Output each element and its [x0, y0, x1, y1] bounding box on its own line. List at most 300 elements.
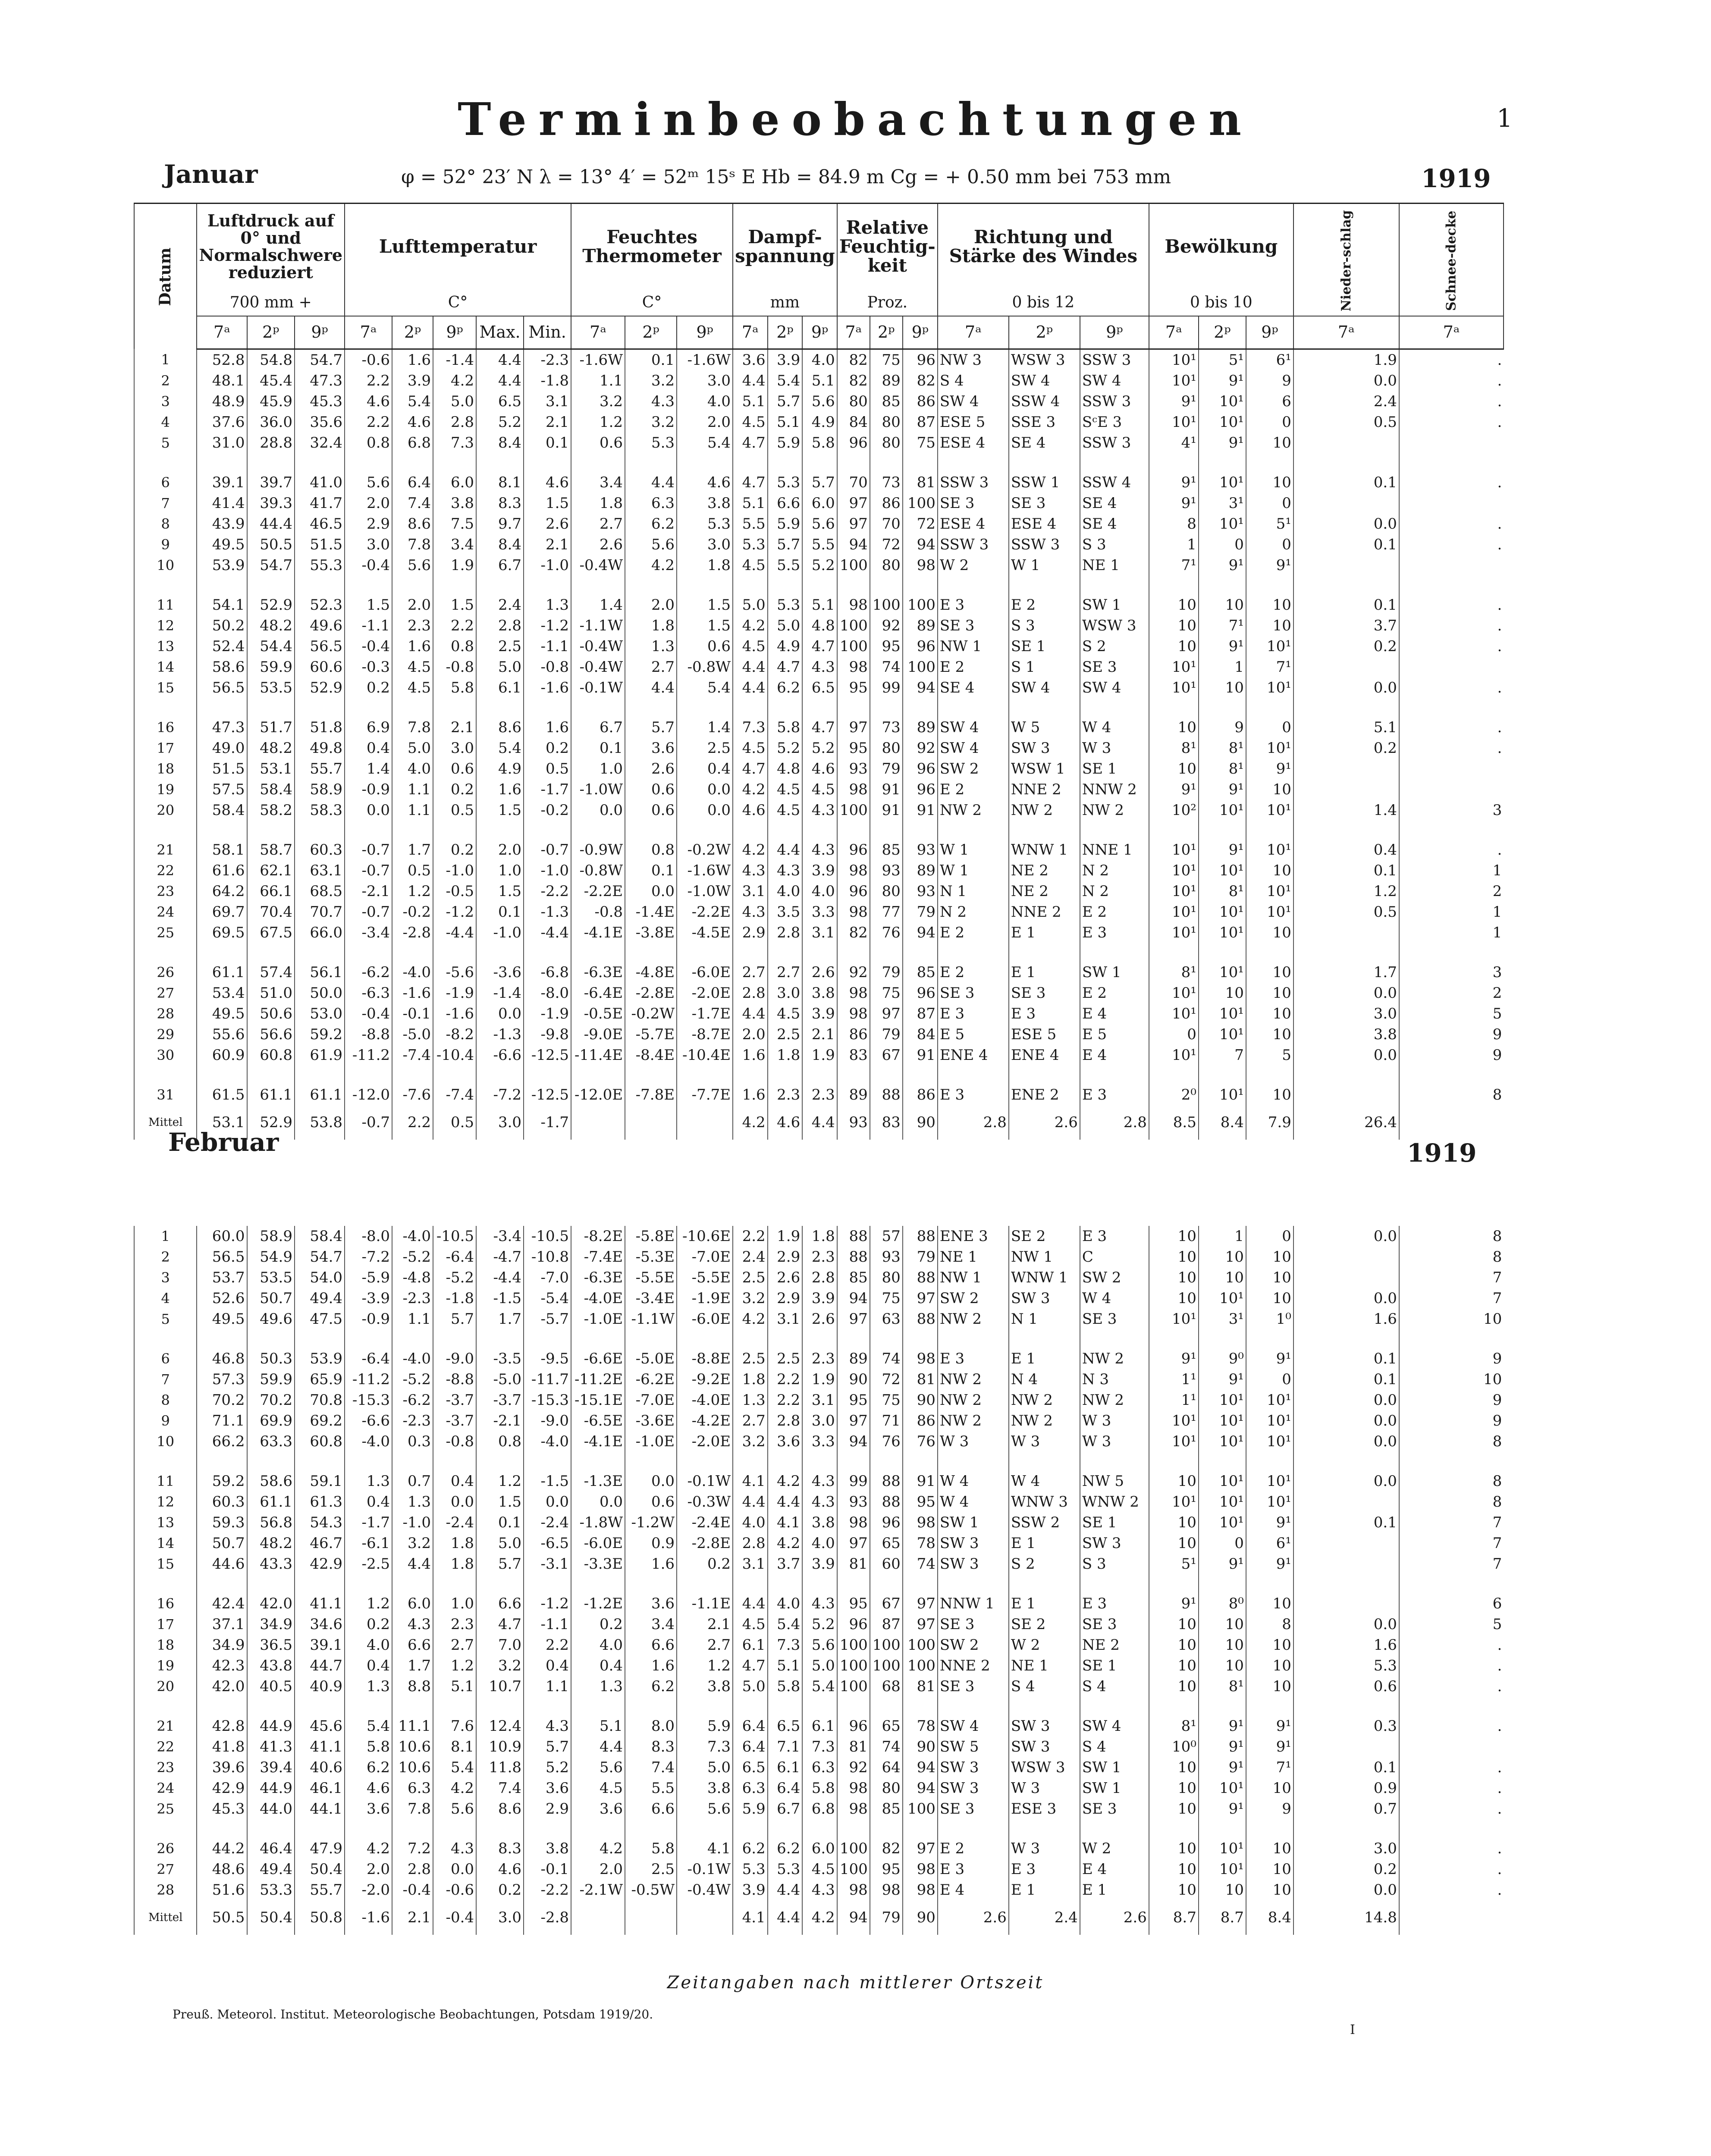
value-cell: 9	[1199, 717, 1246, 738]
value-cell: 10¹	[1199, 1084, 1246, 1105]
value-cell: 50.5	[247, 534, 295, 555]
value-cell: 65.9	[295, 1369, 345, 1390]
value-cell: 3.0	[677, 534, 733, 555]
value-cell: -4.4	[476, 1267, 524, 1288]
value-cell: NW 2	[1009, 800, 1080, 821]
value-cell: 10	[1246, 1778, 1293, 1799]
gap-cell	[433, 576, 476, 595]
value-cell: -6.2	[345, 962, 392, 983]
value-cell: 3.4	[571, 472, 625, 493]
term-max: Max.	[476, 316, 524, 349]
value-cell: 97	[870, 1003, 903, 1024]
value-cell: ESE 5	[1009, 1024, 1080, 1045]
value-cell: 5.2	[802, 555, 837, 576]
value-cell: 2.2	[768, 1369, 803, 1390]
mean-cell: 2.2	[392, 1105, 433, 1140]
value-cell: 42.4	[197, 1593, 247, 1614]
value-cell: 7	[1399, 1533, 1504, 1554]
value-cell: 2.7	[433, 1635, 476, 1655]
value-cell: 45.4	[247, 370, 295, 391]
value-cell: 2.2	[768, 1390, 803, 1410]
gap-cell	[625, 698, 677, 717]
value-cell: 82	[903, 370, 938, 391]
value-cell: 42.3	[197, 1655, 247, 1676]
gap-cell	[903, 698, 938, 717]
gap-cell	[1399, 821, 1504, 840]
value-cell: 7	[1399, 1288, 1504, 1309]
value-cell: -5.7E	[625, 1024, 677, 1045]
value-cell: 7.8	[392, 1799, 433, 1819]
gap-cell	[392, 1329, 433, 1348]
value-cell: 89	[903, 615, 938, 636]
value-cell: 97	[837, 1533, 870, 1554]
value-cell: 65	[870, 1716, 903, 1736]
value-cell: .	[1399, 412, 1504, 432]
value-cell: 100	[837, 1676, 870, 1697]
value-cell: 2.8	[476, 615, 524, 636]
gap-cell	[1149, 1819, 1199, 1838]
value-cell: 2⁰	[1149, 1084, 1199, 1105]
value-cell: 6¹	[1246, 349, 1293, 370]
value-cell: 4.0	[802, 881, 837, 902]
value-cell: 91	[903, 800, 938, 821]
gap-cell	[1293, 1819, 1399, 1838]
day-cell: 8	[134, 514, 197, 534]
value-cell: 34.9	[197, 1635, 247, 1655]
value-cell: 4.3	[802, 840, 837, 860]
value-cell: 10	[1246, 1288, 1293, 1309]
value-cell: SSW 3	[938, 472, 1009, 493]
value-cell: 55.6	[197, 1024, 247, 1045]
value-cell: 1.8	[677, 555, 733, 576]
value-cell: -0.7	[345, 860, 392, 881]
value-cell: SW 4	[1080, 677, 1149, 698]
value-cell: 8¹	[1199, 758, 1246, 779]
value-cell: 8.3	[476, 1838, 524, 1859]
value-cell: 9¹	[1199, 1757, 1246, 1778]
value-cell: 6.9	[345, 717, 392, 738]
value-cell: 1.9	[1293, 349, 1399, 370]
value-cell	[1293, 1593, 1399, 1614]
value-cell: -0.2	[392, 902, 433, 922]
value-cell: 47.3	[295, 370, 345, 391]
value-cell: 9¹	[1199, 370, 1246, 391]
value-cell: 10	[1246, 1003, 1293, 1024]
gap-cell	[392, 943, 433, 962]
gap-cell	[1080, 1574, 1149, 1593]
value-cell: 3.9	[802, 1554, 837, 1574]
value-cell: 8	[1399, 1431, 1504, 1452]
gap-cell	[571, 698, 625, 717]
value-cell: 1.8	[768, 1045, 803, 1065]
february-row	[134, 1593, 1504, 1614]
gap-cell	[197, 1819, 247, 1838]
header-bewolkung: Bewölkung	[1149, 204, 1293, 290]
value-cell: 6.7	[571, 717, 625, 738]
value-cell: 69.2	[295, 1410, 345, 1431]
value-cell: 3.9	[802, 1288, 837, 1309]
value-cell: 4.4	[733, 1492, 768, 1512]
value-cell: 58.9	[247, 1226, 295, 1247]
value-cell: SW 4	[938, 1716, 1009, 1736]
value-cell: W 4	[938, 1492, 1009, 1512]
value-cell: 1.6	[476, 779, 524, 800]
mean-cell: 2.6	[1009, 1105, 1080, 1140]
value-cell: 10¹	[1246, 738, 1293, 758]
gap-cell	[1293, 576, 1399, 595]
february-row	[134, 1309, 1504, 1329]
value-cell: 100	[837, 1838, 870, 1859]
value-cell: 95	[870, 1859, 903, 1880]
value-cell: E 5	[1080, 1024, 1149, 1045]
value-cell: 3.0	[768, 983, 803, 1003]
gap-cell	[677, 1697, 733, 1716]
value-cell: 36.0	[247, 412, 295, 432]
value-cell: -3.6	[476, 962, 524, 983]
value-cell: NW 2	[1080, 1390, 1149, 1410]
value-cell: 1.5	[677, 615, 733, 636]
value-cell	[1293, 1492, 1399, 1512]
term-7a: 7ᵃ	[1293, 316, 1399, 349]
value-cell: 1.7	[392, 840, 433, 860]
value-cell: 0.0	[625, 1471, 677, 1492]
value-cell: 4.6	[476, 1859, 524, 1880]
value-cell: 1.0	[476, 860, 524, 881]
value-cell: 0.2	[433, 840, 476, 860]
january-row	[134, 902, 1504, 922]
value-cell: -1.0	[524, 555, 571, 576]
value-cell: 73	[870, 472, 903, 493]
value-cell: 10¹	[1199, 860, 1246, 881]
value-cell: 45.9	[247, 391, 295, 412]
value-cell: -1.9	[524, 1003, 571, 1024]
gap-cell	[345, 576, 392, 595]
value-cell: 3.0	[1293, 1003, 1399, 1024]
value-cell: 2.3	[768, 1084, 803, 1105]
value-cell: -3.8E	[625, 922, 677, 943]
value-cell: 49.5	[197, 1309, 247, 1329]
day-cell: 22	[134, 1736, 197, 1757]
header-luftdruck: Luftdruck auf 0° und Normalschwere reduziert	[197, 204, 345, 290]
value-cell: 1.3	[524, 595, 571, 615]
value-cell: 3.6	[524, 1778, 571, 1799]
value-cell: 60.9	[197, 1045, 247, 1065]
value-cell: 89	[870, 370, 903, 391]
value-cell: 3	[1399, 962, 1504, 983]
value-cell: -2.2E	[571, 881, 625, 902]
value-cell: 53.0	[295, 1003, 345, 1024]
value-cell: .	[1399, 1757, 1504, 1778]
value-cell: 0.6	[571, 432, 625, 453]
value-cell: 4.7	[733, 472, 768, 493]
value-cell: 39.4	[247, 1757, 295, 1778]
value-cell: -9.2E	[677, 1369, 733, 1390]
value-cell: 75	[903, 432, 938, 453]
gap-cell	[802, 1065, 837, 1084]
february-row	[134, 1533, 1504, 1554]
gap-cell	[392, 1819, 433, 1838]
day-cell: 21	[134, 1716, 197, 1736]
value-cell: 98	[837, 595, 870, 615]
day-cell: 27	[134, 983, 197, 1003]
value-cell: 2.8	[733, 1533, 768, 1554]
mean-label: Mittel	[134, 1105, 197, 1140]
value-cell	[1399, 493, 1504, 514]
term-7a: 7ᵃ	[1399, 316, 1504, 349]
value-cell: 100	[903, 657, 938, 677]
value-cell: 0.2	[524, 738, 571, 758]
value-cell: 69.7	[197, 902, 247, 922]
term-7a: 7ᵃ	[197, 316, 247, 349]
value-cell: SE 3	[1080, 1614, 1149, 1635]
gap-cell	[571, 453, 625, 472]
value-cell: 59.2	[295, 1024, 345, 1045]
value-cell: 0.2	[1293, 738, 1399, 758]
value-cell: W 3	[1009, 1838, 1080, 1859]
gap-cell	[197, 453, 247, 472]
value-cell: 10²	[1149, 800, 1199, 821]
value-cell: -11.2	[345, 1045, 392, 1065]
day-cell: 4	[134, 1288, 197, 1309]
gap-cell	[1149, 821, 1199, 840]
value-cell: 0.1	[1293, 1369, 1399, 1390]
value-cell	[1399, 1736, 1504, 1757]
value-cell: 4.3	[802, 800, 837, 821]
gap-cell	[870, 1574, 903, 1593]
value-cell: -9.0	[524, 1410, 571, 1431]
mean-cell: 2.6	[1080, 1900, 1149, 1935]
term-7a: 7ᵃ	[345, 316, 392, 349]
gap-cell	[1199, 1574, 1246, 1593]
value-cell: 37.1	[197, 1614, 247, 1635]
value-cell: NE 2	[1080, 1635, 1149, 1655]
mean-cell: 8.5	[1149, 1105, 1199, 1140]
mean-cell: 90	[903, 1900, 938, 1935]
gap-cell	[1080, 1065, 1149, 1084]
gap-cell	[1199, 1452, 1246, 1471]
value-cell: S 4	[938, 370, 1009, 391]
value-cell: SW 3	[1009, 1716, 1080, 1736]
value-cell: 7.0	[476, 1635, 524, 1655]
value-cell: -1.5	[476, 1288, 524, 1309]
value-cell: SW 4	[1009, 677, 1080, 698]
value-cell: NNE 2	[1009, 779, 1080, 800]
value-cell: 1.9	[433, 555, 476, 576]
gap-cell	[1080, 1329, 1149, 1348]
value-cell: SW 4	[938, 717, 1009, 738]
value-cell: 5.9	[768, 432, 803, 453]
value-cell: SSW 3	[938, 534, 1009, 555]
value-cell: 1.1	[571, 370, 625, 391]
value-cell: 4.5	[768, 779, 803, 800]
value-cell: S 2	[1009, 1554, 1080, 1574]
value-cell: E 2	[1080, 902, 1149, 922]
value-cell: 7.3	[733, 717, 768, 738]
value-cell: 60	[870, 1554, 903, 1574]
value-cell: 59.9	[247, 657, 295, 677]
value-cell: 58.6	[247, 1471, 295, 1492]
value-cell: 83	[837, 1045, 870, 1065]
value-cell: 6.5	[768, 1716, 803, 1736]
value-cell: 8	[1246, 1614, 1293, 1635]
value-cell: E 2	[938, 779, 1009, 800]
value-cell: .	[1399, 1859, 1504, 1880]
value-cell: -5.7	[524, 1309, 571, 1329]
value-cell: -3.7	[433, 1390, 476, 1410]
value-cell: 2.3	[802, 1348, 837, 1369]
day-cell: 12	[134, 615, 197, 636]
gap-cell	[571, 1065, 625, 1084]
january-row	[134, 534, 1504, 555]
value-cell: 1.9	[768, 1226, 803, 1247]
value-cell: WNW 1	[1009, 1267, 1080, 1288]
value-cell: 50.4	[295, 1859, 345, 1880]
gap-cell	[134, 576, 197, 595]
value-cell: -11.7	[524, 1369, 571, 1390]
gap-cell	[938, 1574, 1009, 1593]
value-cell: 58.4	[295, 1226, 345, 1247]
value-cell: W 3	[938, 1431, 1009, 1452]
january-row	[134, 370, 1504, 391]
value-cell: 80	[870, 432, 903, 453]
value-cell: 0.8	[345, 432, 392, 453]
value-cell: 10	[1149, 1635, 1199, 1655]
gap-cell	[677, 1065, 733, 1084]
value-cell: 0.0	[1293, 1390, 1399, 1410]
value-cell: 4.8	[768, 758, 803, 779]
value-cell: 10.6	[392, 1757, 433, 1778]
value-cell: 79	[870, 1024, 903, 1045]
mean-cell: 2.1	[392, 1900, 433, 1935]
value-cell: 3.9	[392, 370, 433, 391]
value-cell: 100	[870, 1635, 903, 1655]
value-cell: 4.4	[733, 1003, 768, 1024]
value-cell: 5.9	[768, 514, 803, 534]
value-cell: 2.2	[433, 615, 476, 636]
day-cell: 11	[134, 595, 197, 615]
gap-cell	[625, 1329, 677, 1348]
month-label-february: Februar	[168, 1128, 279, 1157]
value-cell: -4.1E	[571, 922, 625, 943]
value-cell: 1	[1399, 860, 1504, 881]
value-cell: 2.4	[476, 595, 524, 615]
day-cell: 21	[134, 840, 197, 860]
gap-cell	[802, 698, 837, 717]
value-cell: 4.6	[733, 800, 768, 821]
value-cell: 86	[870, 493, 903, 514]
value-cell: 74	[870, 657, 903, 677]
value-cell: 100	[870, 595, 903, 615]
gap-cell	[392, 821, 433, 840]
value-cell: 3.1	[524, 391, 571, 412]
gap-cell	[903, 1329, 938, 1348]
value-cell: 3.2	[571, 391, 625, 412]
value-cell: SSW 2	[1009, 1512, 1080, 1533]
value-cell: 10¹	[1149, 657, 1199, 677]
value-cell: 56.8	[247, 1512, 295, 1533]
value-cell: 0	[1246, 534, 1293, 555]
value-cell: 9¹	[1149, 472, 1199, 493]
value-cell: 10	[1149, 1614, 1199, 1635]
value-cell: SE 1	[1080, 1655, 1149, 1676]
gap-cell	[345, 1697, 392, 1716]
value-cell: 0.0	[571, 800, 625, 821]
station-coordinates: φ = 52° 23′ N λ = 13° 4′ = 52ᵐ 15ˢ E Hb = 84.9 m Cg = + 0.50 mm bei 753 mm	[401, 166, 1171, 188]
value-cell: NW 2	[938, 1390, 1009, 1410]
value-cell: 51.0	[247, 983, 295, 1003]
value-cell: 4.3	[802, 1593, 837, 1614]
value-cell: 5.0	[677, 1757, 733, 1778]
gap-cell	[345, 1065, 392, 1084]
value-cell: 10	[1246, 1859, 1293, 1880]
value-cell: 0.0	[677, 800, 733, 821]
january-row	[134, 758, 1504, 779]
value-cell: -0.1W	[677, 1471, 733, 1492]
gap-cell	[802, 821, 837, 840]
header-dampfspannung: Dampf-spannung	[733, 204, 837, 290]
gap-cell	[476, 1452, 524, 1471]
value-cell: SW 4	[938, 391, 1009, 412]
value-cell: -0.9	[345, 1309, 392, 1329]
value-cell: 5	[1246, 1045, 1293, 1065]
value-cell: -2.0	[345, 1880, 392, 1900]
february-row	[134, 1267, 1504, 1288]
value-cell: 10¹	[1199, 922, 1246, 943]
value-cell: 58.2	[247, 800, 295, 821]
gap-cell	[1080, 576, 1149, 595]
value-cell: E 2	[938, 657, 1009, 677]
gap-cell	[295, 943, 345, 962]
value-cell	[1399, 432, 1504, 453]
value-cell: -4.4	[524, 922, 571, 943]
value-cell: -5.5E	[625, 1267, 677, 1288]
value-cell: -10.4	[433, 1045, 476, 1065]
value-cell: 98	[837, 1880, 870, 1900]
header-lufttemperatur: Lufttemperatur	[345, 204, 571, 290]
value-cell: 1.6	[733, 1045, 768, 1065]
value-cell: 5.2	[476, 412, 524, 432]
value-cell: 8	[1399, 1492, 1504, 1512]
value-cell: 2.3	[433, 1614, 476, 1635]
value-cell: 5.8	[768, 717, 803, 738]
value-cell: .	[1399, 1880, 1504, 1900]
value-cell: E 4	[938, 1880, 1009, 1900]
value-cell: 0.0	[1293, 1471, 1399, 1492]
value-cell: 0.0	[345, 800, 392, 821]
value-cell: 41.7	[295, 493, 345, 514]
value-cell: 0.1	[1293, 595, 1399, 615]
value-cell: 96	[837, 1716, 870, 1736]
observation-table	[134, 203, 1504, 1935]
value-cell: -4.1E	[571, 1431, 625, 1452]
term-7a: 7ᵃ	[571, 316, 625, 349]
mean-cell: 26.4	[1293, 1105, 1399, 1140]
value-cell: 4.4	[768, 1492, 803, 1512]
value-cell: -6.5E	[571, 1410, 625, 1431]
value-cell: -1.2W	[625, 1512, 677, 1533]
value-cell: 10¹	[1199, 1838, 1246, 1859]
value-cell: 0.3	[1293, 1716, 1399, 1736]
value-cell: 85	[870, 840, 903, 860]
gap-cell	[1080, 943, 1149, 962]
value-cell: 44.9	[247, 1778, 295, 1799]
value-cell: 1.1	[392, 1309, 433, 1329]
value-cell: 75	[870, 349, 903, 370]
value-cell: -10.5	[433, 1226, 476, 1247]
value-cell: ESE 4	[938, 514, 1009, 534]
value-cell: 43.3	[247, 1554, 295, 1574]
value-cell: 10	[1149, 615, 1199, 636]
